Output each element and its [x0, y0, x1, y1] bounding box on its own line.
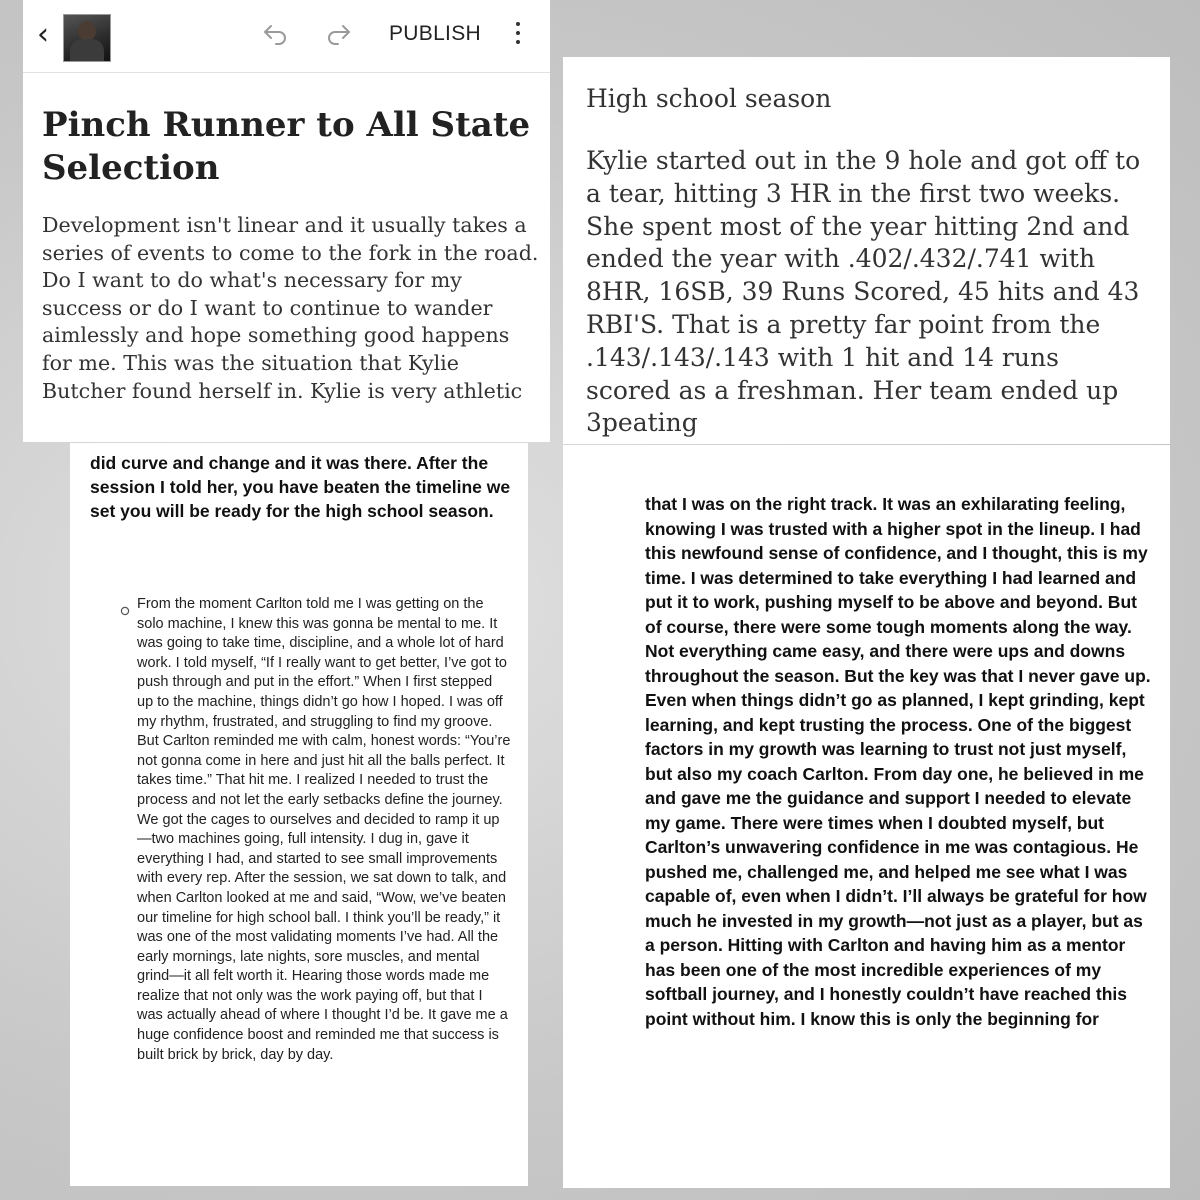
more-options-icon[interactable] — [513, 22, 523, 48]
reflection-body: that I was on the right track. It was an exhilarating feeling, knowing I was trusted with a higher spot in the lineup. I had this newfound sense of confidence, and I thought, this is my time. I was determined to take everything I had learned and put it to work, pushing myself to be above and beyond. But of course, there were some tough moments along the way. Not everything came easy, and there were ups and downs throughout the season. But the key was that I never gave up. Even when things didn’t go as planned, I kept grinding, kept learning, and kept trusting the process. One of the biggest factors in my growth was learning to trust not just myself, but also my coach Carlton. From day one, he believed in me and gave me the guidance and support I needed to elevate my game. There were times when I doubted myself, but Carlton’s unwavering confidence in me was contagious. He pushed me, challenged me, and helped me see what I was capable of, even when I didn’t. I’ll always be grateful for how much he invested in my growth—not just as a player, but as a person. Hitting with Carlton and having him as a mentor has been one of the most incredible experiences of my softball journey, and I honestly couldn’t have reached this point without him. I know this is only the beginning for — [645, 494, 1151, 1029]
hollow-circle-bullet-icon — [119, 605, 131, 617]
editor-toolbar — [23, 0, 550, 73]
chevron-left-icon[interactable]: ‹ — [37, 17, 49, 52]
article-title[interactable]: Pinch Runner to All State Selection — [42, 105, 531, 188]
reflection-panel — [563, 445, 1170, 1188]
undo-icon[interactable] — [259, 20, 289, 50]
article-body[interactable]: Development isn't linear and it usually takes a series of events to come to the fork in the road. Do I want to do what's necessary for my success or do I want to continue to wander aimlessly and hope something good happens for me. This was the situation that Kylie Butcher found herself in. Kylie is very athletic — [42, 213, 539, 403]
publish-button[interactable]: PUBLISH — [389, 22, 481, 45]
season-body: Kylie started out in the 9 hole and got off to a tear, hitting 3 HR in the first two weeks. She spent most of the year hitting 2nd and ended the year with .402/.432/.741 with 8HR, 16SB, 39 Runs Scored, 45 hits and 43 RBI'S. That is a pretty far point from the .143/.143/.143 with 1 hit and 14 runs scored as a freshman. Her team ended up 3peating — [586, 146, 1141, 438]
avatar[interactable] — [63, 14, 111, 62]
session-bold-text: did curve and change and it was there. After the session I told her, you have beaten the timeline we set you will be ready for the high school season. — [90, 453, 511, 521]
editor-panel — [23, 0, 550, 442]
redo-icon[interactable] — [325, 20, 355, 50]
session-panel — [70, 443, 528, 1186]
season-heading: High school season — [586, 84, 832, 113]
session-quote: From the moment Carlton told me I was getting on the solo machine, I knew this was gonna be mental to me. It was going to take time, discipline, and a whole lot of hard work. I told myself, “If I really want to get better, I’ve got to push through and put in the effort.” When I first stepped up to the machine, things didn’t go how I hoped. I was off my rhythm, frustrated, and struggling to find my groove. But Carlton reminded me with calm, honest words: “You’re not gonna come in here and just hit all the balls perfect. It takes time.” That hit me. I realized I needed to trust the process and not let the early setbacks define the journey. We got the cages to ourselves and decided to ramp it up—two machines going, full intensity. I dug in, gave it everything I had, and started to see small improvements with every rep. After the session, we sat down to talk, and when Carlton looked at me and said, “Wow, we’ve beaten our timeline for high school ball. I think you’ll be ready,” it was one of the most validating moments I’ve had. All the early mornings, late nights, sore muscles, and mental grind—it all felt worth it. Hearing those words made me realize that not only was the work paying off, but that I was actually ahead of where I thought I’d be. It gave me a huge confidence boost and reminded me that success is built brick by brick, day by day. — [137, 596, 511, 1063]
season-panel — [563, 57, 1170, 444]
